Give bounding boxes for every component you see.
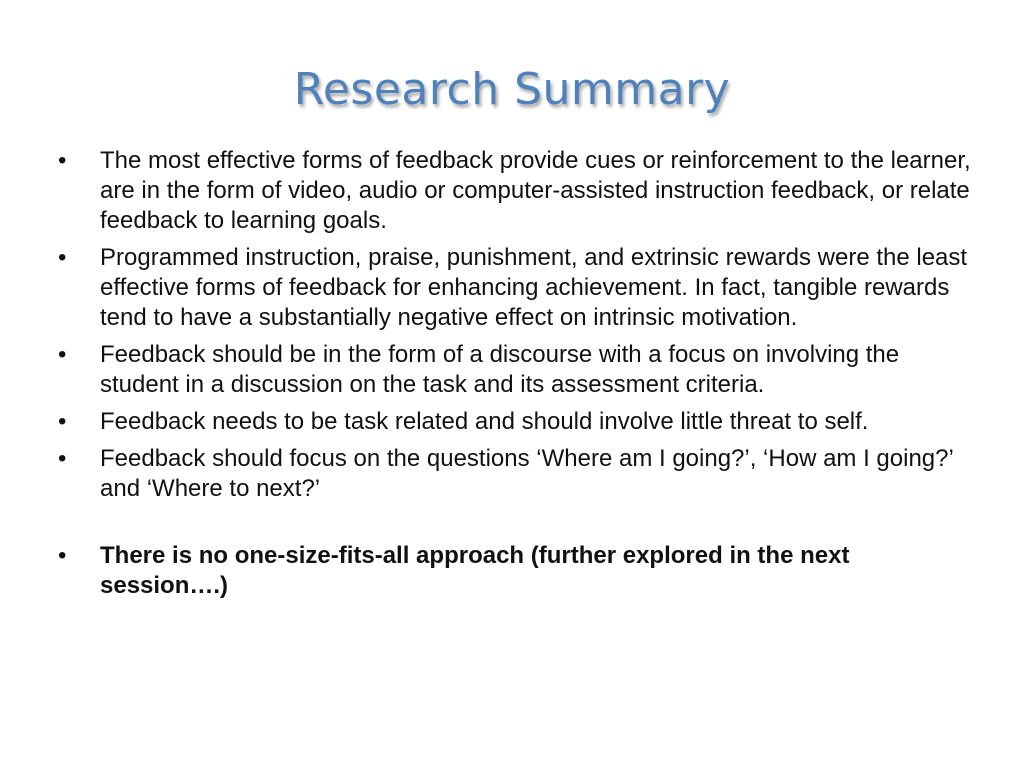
bullet-text: There is no one-size-fits-all approach (further explored in the next session….) (100, 542, 850, 599)
bullet-text: Feedback should be in the form of a discourse with a focus on involving the student in a discussion on the task and its assessment criteria. (100, 341, 900, 398)
bullet-icon: • (58, 147, 67, 174)
bullet-item (58, 146, 978, 236)
bullet-icon: • (58, 542, 67, 569)
bullet-item (58, 444, 978, 504)
bullet-list (58, 146, 978, 608)
bullet-item-emphasis (58, 541, 978, 601)
bullet-icon: • (58, 244, 67, 271)
slide-title: Research Summary (293, 64, 731, 115)
bullet-text: Feedback needs to be task related and should involve little threat to self. (100, 408, 869, 435)
bullet-text: Programmed instruction, praise, punishment, and extrinsic rewards were the least effective forms of feedback for enhancing achievement. In fact, tangible rewards tend to have a substantially negative effect on intrinsic motivation. (100, 244, 968, 331)
bullet-icon: • (58, 445, 67, 472)
bullet-item (58, 340, 978, 400)
bullet-item (58, 243, 978, 333)
bullet-icon: • (58, 341, 67, 368)
bullet-text: Feedback should focus on the questions ‘Where am I going?’, ‘How am I going?’ and ‘Where to next?’ (100, 445, 953, 502)
bullet-item (58, 407, 978, 437)
bullet-icon: • (58, 408, 67, 435)
bullet-text: The most effective forms of feedback provide cues or reinforcement to the learner, are in the form of video, audio or computer-assisted instruction feedback, or relate feedback to learning goals. (100, 147, 971, 234)
